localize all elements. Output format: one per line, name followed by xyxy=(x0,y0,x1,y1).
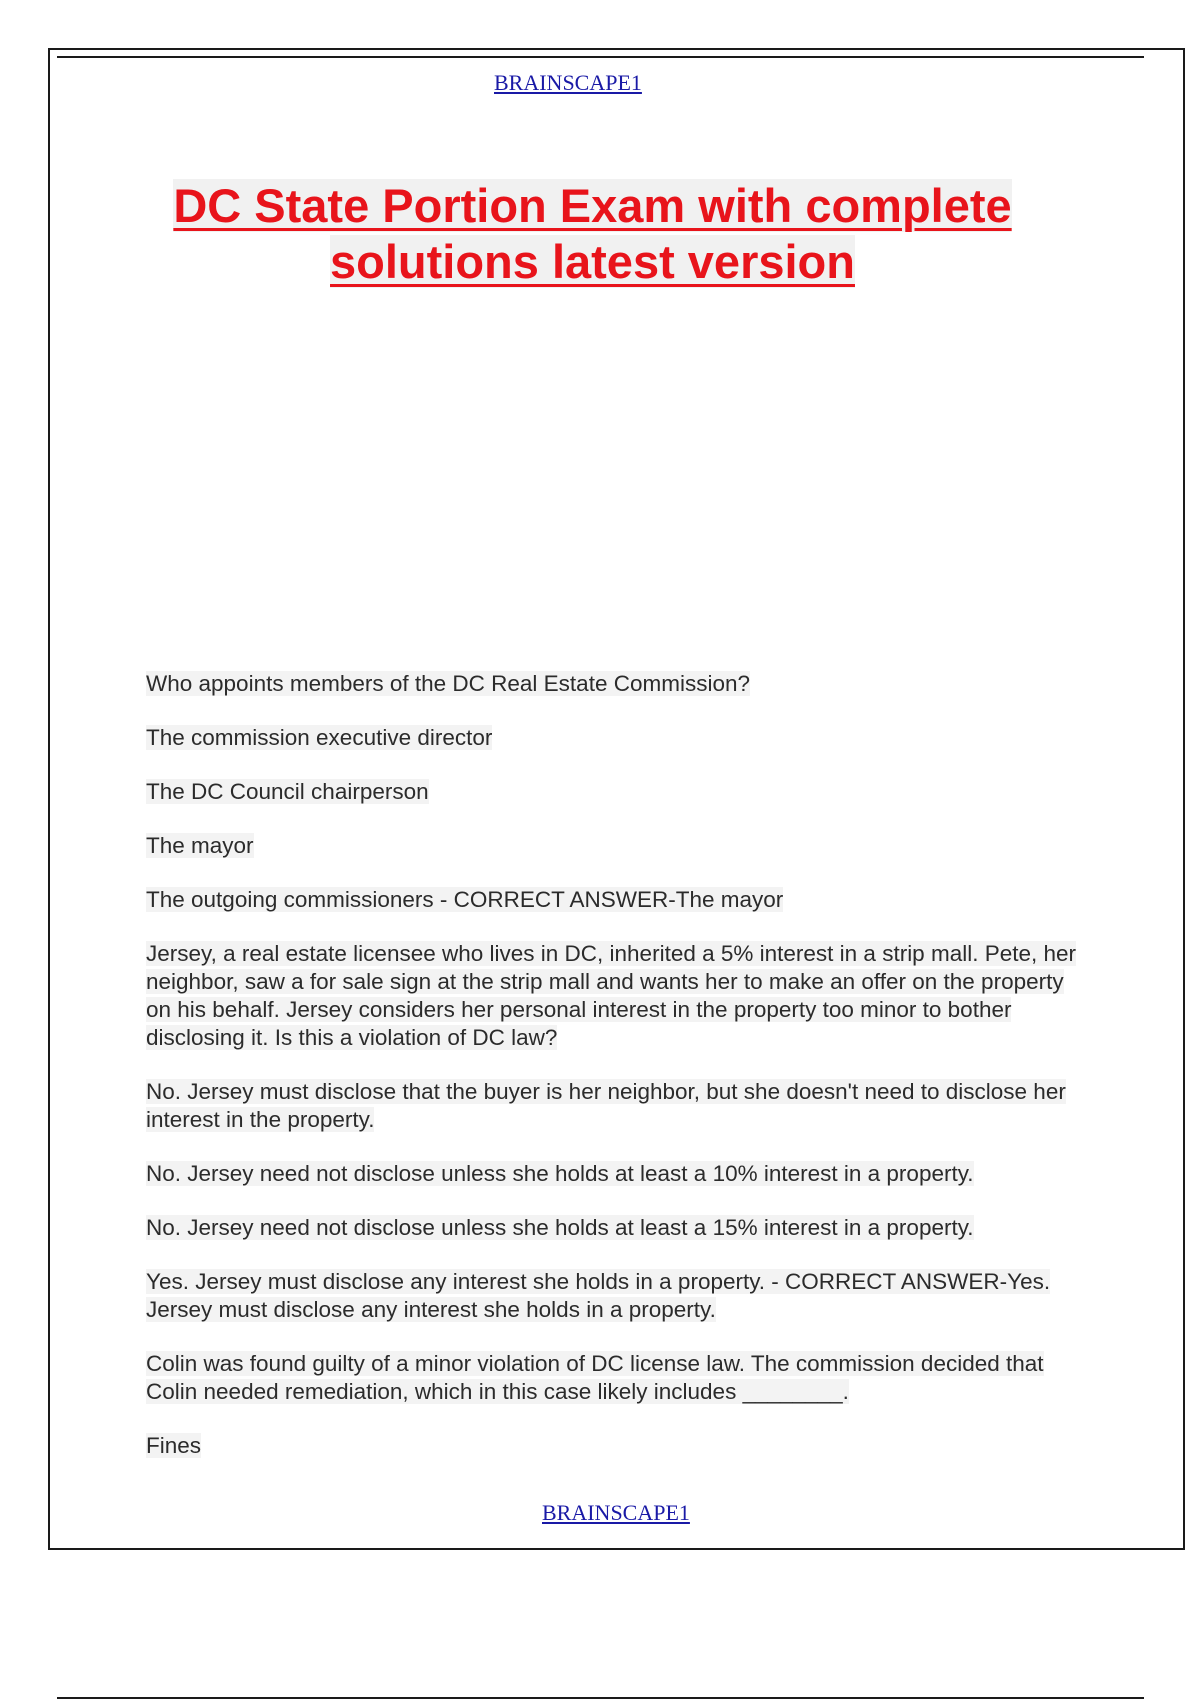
option-3a: Fines xyxy=(146,1433,202,1458)
option-2d-answer: Yes. Jersey must disclose any interest she holds in a property. - CORRECT ANSWER-Yes. Jersey must disclose any interest she holds in a property. xyxy=(146,1269,1051,1322)
question-2: Jersey, a real estate licensee who lives in DC, inherited a 5% interest in a strip mall. Pete, her neighbor, saw a for sale sign at the strip mall and wants her to make an offer on the property on his behalf. Jersey considers her personal interest in the property too minor to bother disclosing it. Is this a violation of DC law? xyxy=(146,941,1077,1050)
option-2c: No. Jersey need not disclose unless she holds at least a 15% interest in a property. xyxy=(146,1215,974,1240)
option-1b: The DC Council chairperson xyxy=(146,779,429,804)
question-answer-content xyxy=(146,670,1086,1486)
option-1c: The mayor xyxy=(146,833,254,858)
option-1d-answer: The outgoing commissioners - CORRECT ANSWER-The mayor xyxy=(146,887,784,912)
option-2a: No. Jersey must disclose that the buyer is her neighbor, but she doesn't need to disclose her interest in the property. xyxy=(146,1079,1066,1132)
document-title xyxy=(140,178,1045,290)
footer-brainscape-link[interactable]: BRAINSCAPE1 xyxy=(542,1500,690,1525)
question-1: Who appoints members of the DC Real Estate Commission? xyxy=(146,671,750,696)
bottom-divider xyxy=(57,1697,1144,1699)
option-1a: The commission executive director xyxy=(146,725,493,750)
title-line-2: solutions latest version xyxy=(330,235,855,288)
question-3: Colin was found guilty of a minor violation of DC license law. The commission decided that Colin needed remediation, which in this case likely includes ________. xyxy=(146,1351,1044,1404)
option-2b: No. Jersey need not disclose unless she holds at least a 10% interest in a property. xyxy=(146,1161,974,1186)
title-line-1: DC State Portion Exam with complete xyxy=(173,179,1012,232)
header-brainscape-link[interactable]: BRAINSCAPE1 xyxy=(494,70,642,95)
top-divider xyxy=(57,56,1144,58)
